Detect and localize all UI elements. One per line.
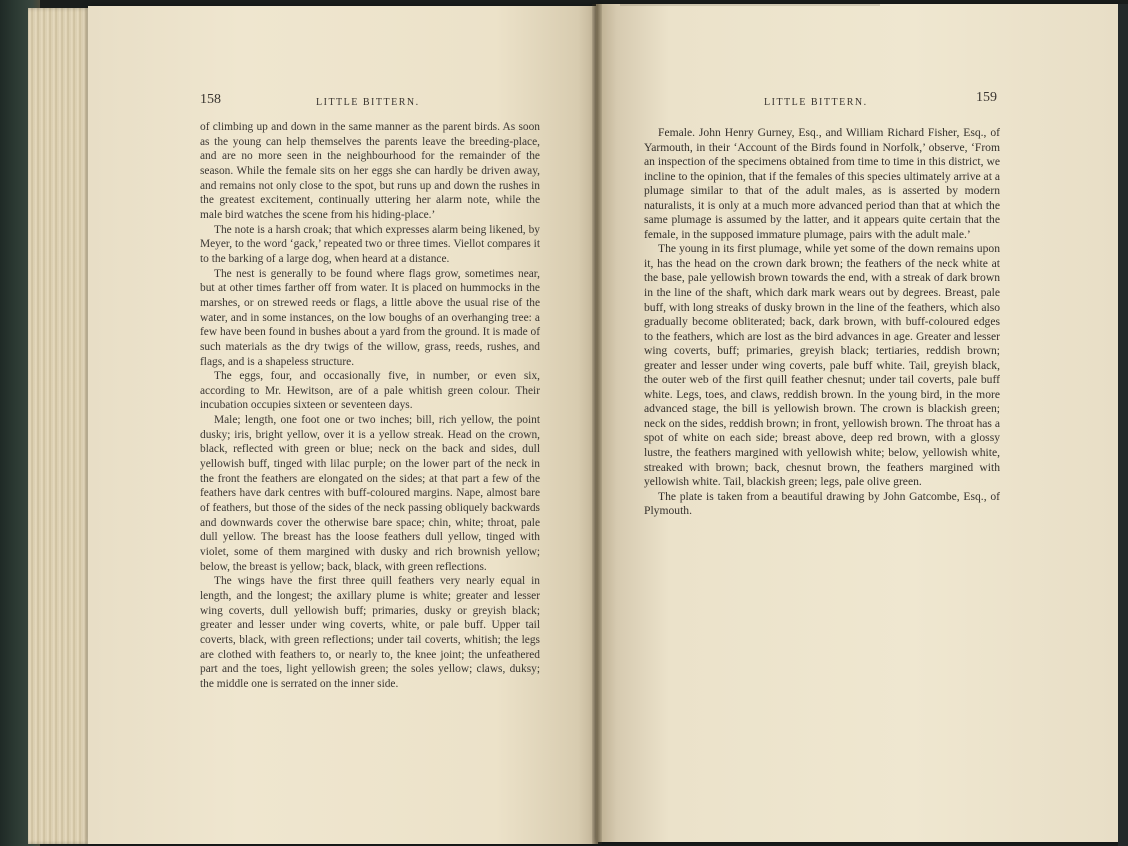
left-page-number: 158	[200, 92, 221, 107]
paragraph: The eggs, four, and occasionally five, in number, or even six, according to Mr. Hewitson, are of a pale whitish green colour. Their incubation occupies sixteen or seventeen days.	[200, 370, 540, 412]
paragraph: of climbing up and down in the same manner as the parent birds. As soon as the young can help themselves the parents leave the breeding-place, and are no more seen in the neighbourhood for the remainder of the season. While the female sits on her eggs she can hardly be driven away, and remains not only close to the spot, but runs up and down the rushes in the greatest excitement, continually uttering her alarm note, while the male bird watches the scene from his hiding-place.’	[200, 121, 540, 221]
paragraph: Male; length, one foot one or two inches; bill, rich yellow, the point dusky; iris, bright yellow, over it is a yellow streak. Head on the crown, black, reflected with green or blue; neck on the back and sides, dull yellowish buff, tinged with lilac purple; on the lower part of the neck in the front the feathers are elongated on the sides; at that part a few of the feathers have dark centres with buff-coloured margins. Nape, almost bare of feathers, but those of the sides of the neck passing obliquely backwards and downwards cover the otherwise bare space; chin, white; throat, pale dull yellow. The breast has the loose feathers dull yellow, tinged with violet, some of them margined with dusky and rich brownish yellow; below, the breast is yellow; back, black, with green reflections.	[200, 414, 540, 573]
paragraph: Female. John Henry Gurney, Esq., and William Richard Fisher, Esq., of Yarmouth, in their ‘Account of the Birds found in Norfolk,’ observe, ‘From an inspection of the specimens obtained from time to time in this district, we incline to the opinion, that if the females of this species ultimately arrive at a plumage similar to that of the adult males, as is asserted by modern naturalists, it is only at a much more advanced period than that at which the same plumage is assumed by the latter, and it appears quite certain that the female, in the supposed immature plumage, pairs with the adult male.’	[644, 126, 1000, 241]
left-page-body	[200, 120, 540, 692]
paragraph: The young in its first plumage, while yet some of the down remains upon it, has the head on the crown dark brown; the feathers of the neck white at the base, pale yellowish brown towards the end, with a streak of dark brown in the line of the shaft, which dark mark wears out by degrees. Breast, pale buff, with long streaks of dusky brown in the line of the feathers, which also gradually become obliterated; back, dark brown, with buff-coloured edges to the feathers, which are lost as the bird advances in age. Greater and lesser wing coverts, buff; primaries, greyish black; tertiaries, reddish brown; greater and lesser under wing coverts, pale buff white. Tail, greyish black, the outer web of the first quill feather chesnut; under tail coverts, pale buff white. Legs, toes, and claws, reddish brown. In the young bird, in the more advanced stage, the bill is yellowish brown. The crown is blackish green; neck on the sides, reddish brown; in front, yellowish brown. The throat has a spot of white on each side; breast above, deep red brown, with a glossy lustre, the feathers margined with yellowish white; below, yellowish white, streaked with brown; back, chesnut brown, the feathers margined with yellowish white. Tail, blackish green; legs, pale olive green.	[644, 242, 1000, 489]
page-top-shadow	[620, 4, 880, 6]
paragraph: The wings have the first three quill feathers very nearly equal in length, and the longest; the axillary plume is white; greater and lesser wing coverts, dull yellowish buff; primaries, dusky or greyish black; greater and lesser under wing coverts, white, or pale buff. Upper tail coverts, black, with green reflections; under tail coverts, whitish; the legs are clothed with feathers to, or nearly to, the knee joint; the unfeathered part and the toes, light yellowish green; the soles yellow; claws, duksy; the middle one is serrated on the inner side.	[200, 575, 540, 690]
book-gutter	[592, 4, 602, 844]
page-stack-edge	[28, 8, 92, 844]
left-running-head: LITTLE BITTERN.	[316, 97, 420, 108]
background-edge	[1118, 4, 1128, 846]
paragraph: The note is a harsh croak; that which expresses alarm being likened, by Meyer, to the word ‘gack,’ repeated two or three times. Viellot compares it to the barking of a large dog, when heard at a distance.	[200, 223, 540, 265]
paragraph: The plate is taken from a beautiful drawing by John Gatcombe, Esq., of Plymouth.	[644, 489, 1000, 518]
right-page-body	[644, 126, 1000, 519]
paragraph: The nest is generally to be found where flags grow, sometimes near, but at other times farther off from water. It is placed on hummocks in the marshes, or on strewed reeds or flags, a little above the usual rise of the water, and in some instances, on the low boughs of an overhanging tree: a few have been found in bushes about a yard from the ground. It is made of such materials as the dry twigs of the willow, grass, reeds, rushes, and flags, and is a shapeless structure.	[200, 267, 540, 368]
right-running-head: LITTLE BITTERN.	[764, 97, 868, 108]
right-page-number: 159	[976, 90, 997, 105]
